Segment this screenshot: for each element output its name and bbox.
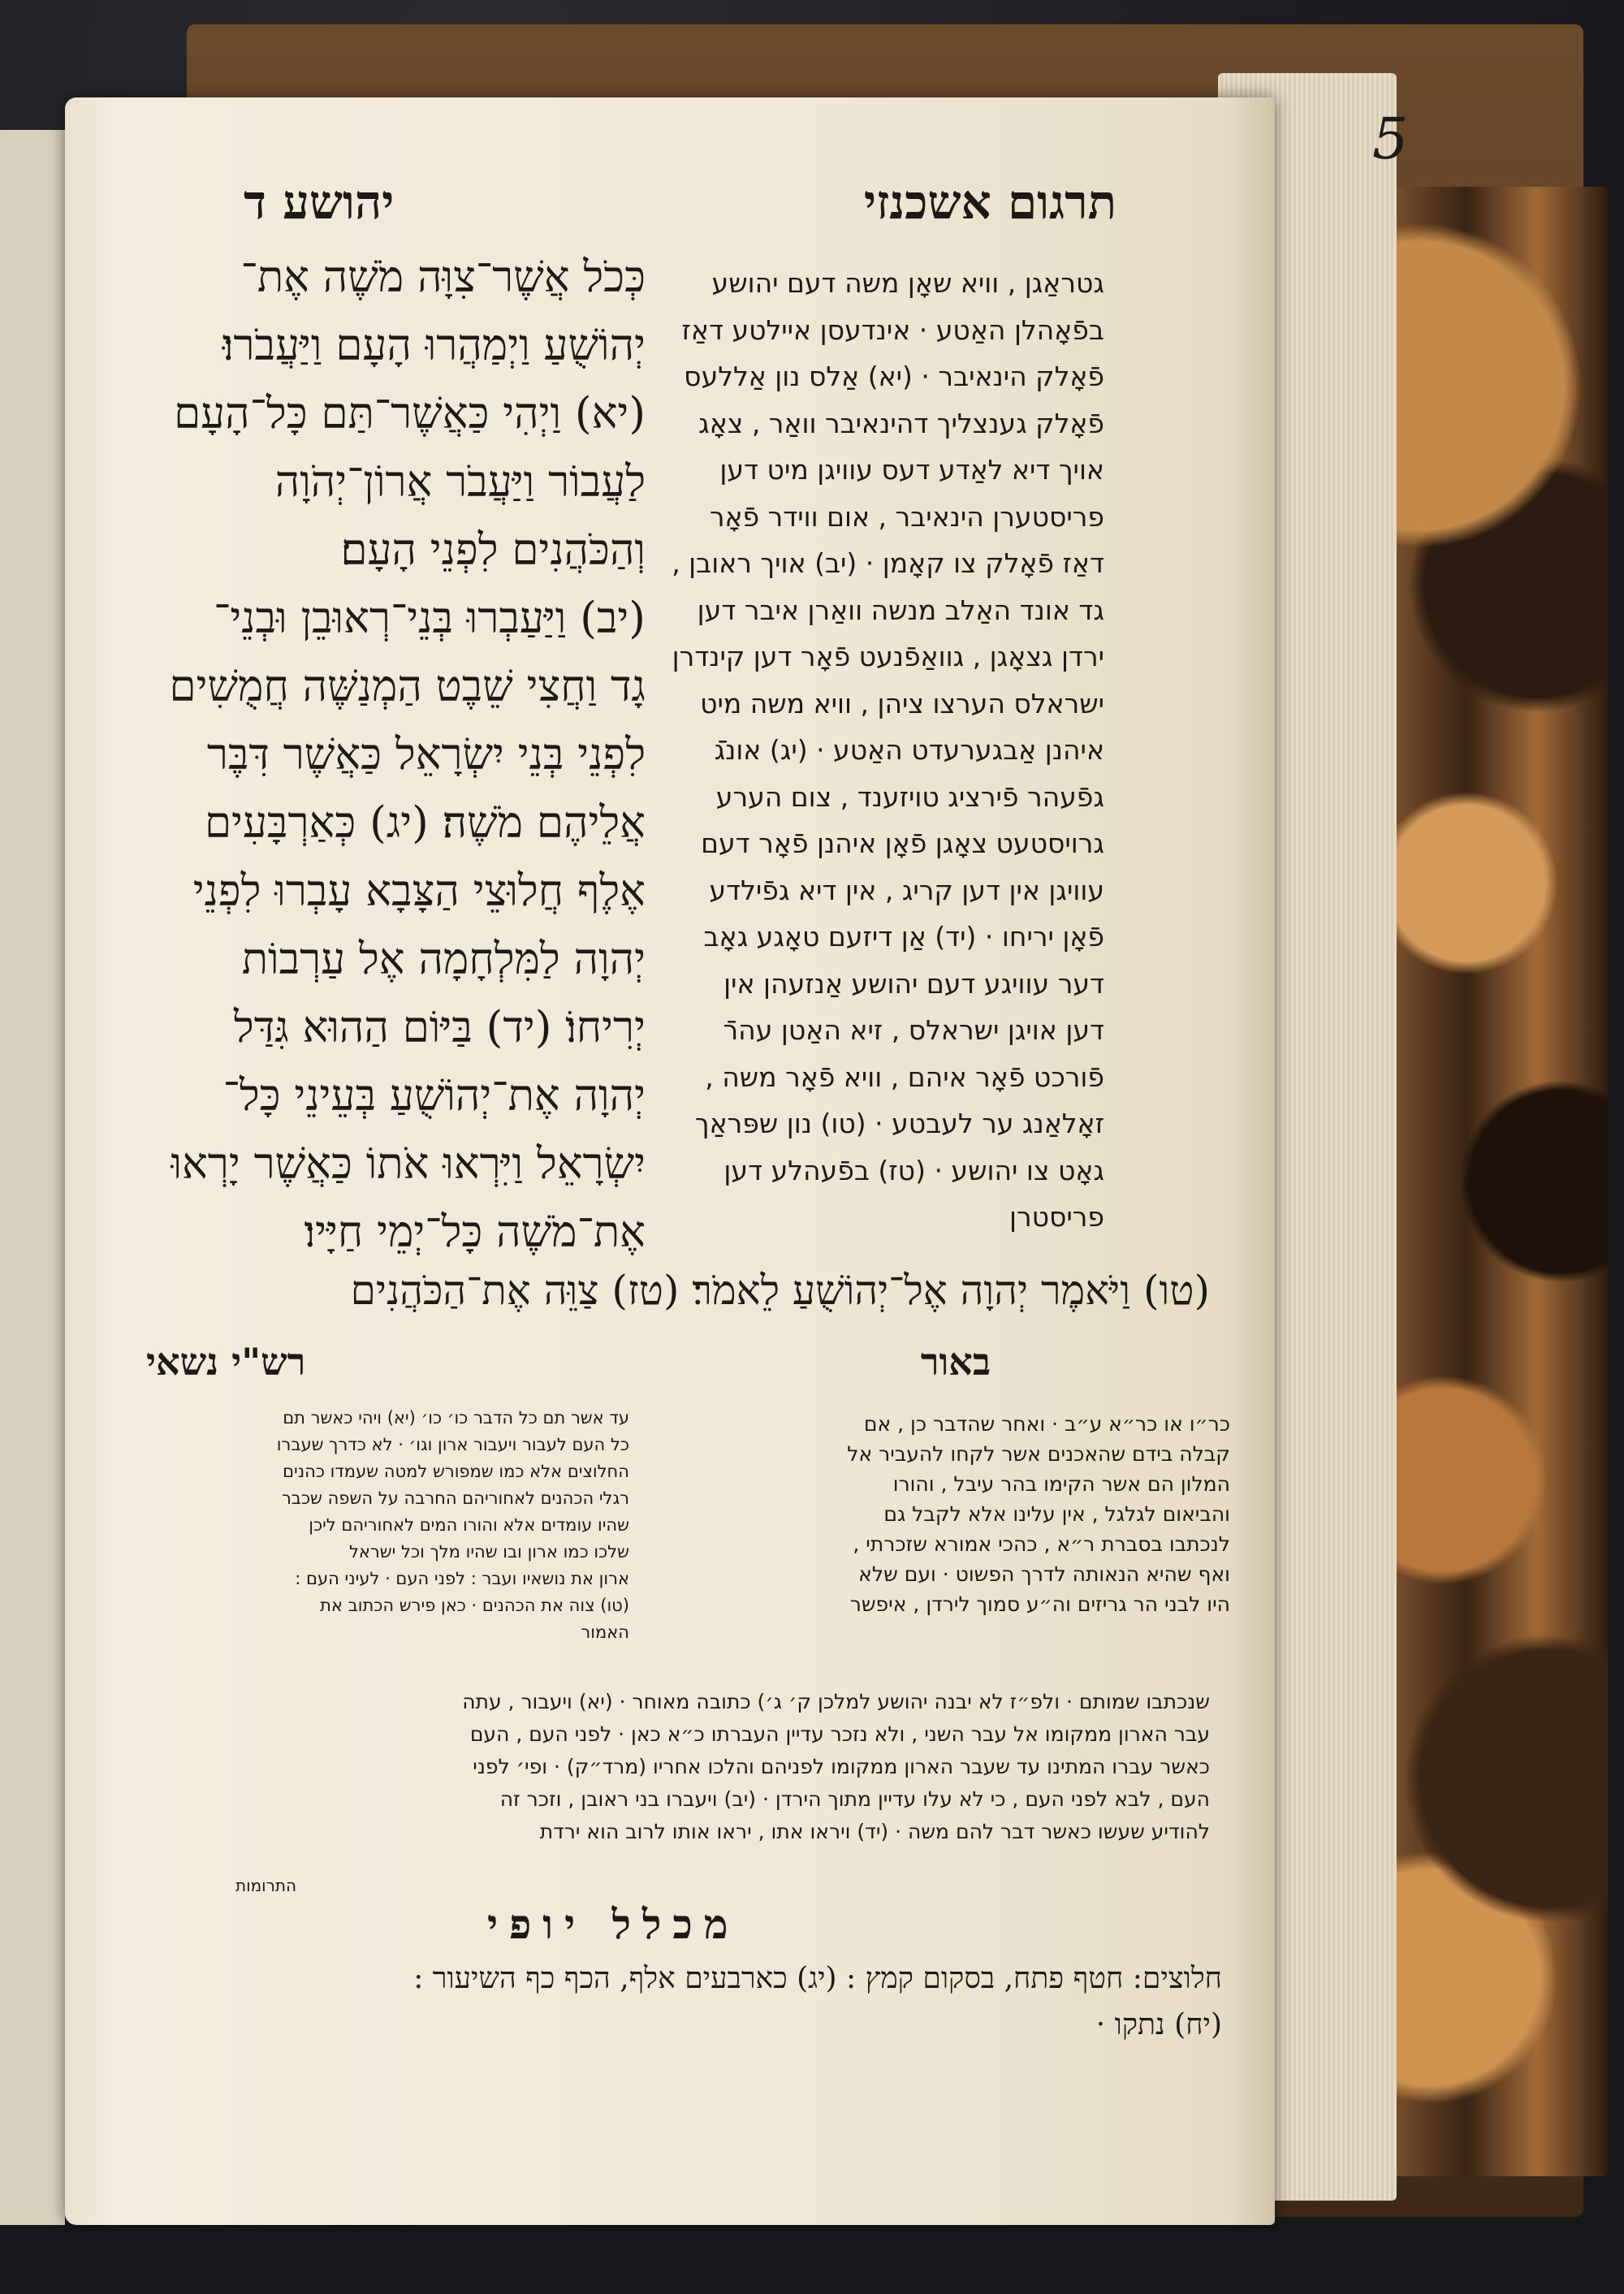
rashi-line: (טו) צוה את הכהנים · כאן פירש הכתוב את — [320, 1596, 629, 1615]
verse-line: וְהַכֹּהֲנִים לִפְנֵי הָעָם׃ — [340, 525, 646, 575]
verse-line: אֶלֶף חֲלוּצֵי הַצָּבָא עָבְרוּ לִפְנֵי — [192, 866, 646, 916]
targum-line: אויך דיא לאַדע דעס עוויגן מיט דען — [719, 454, 1104, 486]
biur-line: קבלה בידם שהאכנים אשר לקחו להעביר אל — [847, 1442, 1230, 1466]
header-book-chapter: יהושע ד — [244, 175, 395, 230]
marbled-edge — [1372, 187, 1608, 2176]
left-page-edge — [0, 130, 65, 2225]
verse-line: אֶת־מֹשֶׁה כָּל־יְמֵי חַיָּיו׃ — [304, 1207, 646, 1257]
mikhlal-line-1: חלוצים: חטף פתח, בסקום קמץ : (יג) כארבעים אלף, הכף כף השיעור : — [413, 1962, 1222, 1995]
biur-commentary-full — [89, 1686, 1210, 1848]
biur-full-line: העם , לבא לפני העם , כי לא עלו עדיין מתוך הירדן · (יב) ויעברו בני ראובן , וזכר זה — [499, 1787, 1210, 1811]
targum-line: פריסטרן — [1009, 1201, 1104, 1233]
rashi-line: ארון את נושאיו ועבר : לפני העם · לעיני העם : — [295, 1569, 629, 1588]
subhead-biur: באור — [920, 1340, 991, 1384]
targum-line: עוויגן אין דען קריג , אין דיא גפֿילדע — [709, 874, 1104, 906]
header-targum: תרגום אשכנזי — [863, 175, 1116, 230]
rashi-line: עד אשר תם כל הדבר כו׳ כו׳ (יא) ויהי כאשר תם — [283, 1408, 629, 1428]
biur-line: המלון הם אשר הקימו בהר עיבל , והורו — [892, 1472, 1230, 1496]
targum-line: בפֿאָהלן האַטע · אינדעסן איילטע דאַז — [681, 313, 1104, 346]
verse-line: לִפְנֵי בְּנֵי יִשְׂרָאֵל כַּאֲשֶׁר דִּבֶּר — [206, 730, 646, 780]
rashi-line: שלכו כמו ארון ובו שהיו מלך וכל ישראל — [348, 1542, 629, 1562]
rashi-line: החלוצים אלא כמו שמפורש למטה שעמדו כהנים — [283, 1462, 629, 1481]
biur-commentary — [670, 1409, 1230, 1619]
verse-line: יִשְׂרָאֵל וַיִּרְאוּ אֹתוֹ כַּאֲשֶׁר יָרְאוּ — [171, 1139, 646, 1189]
biur-line: לנכתבו בסברת ר״א , כהכי אמורא שזכרתי , — [853, 1532, 1230, 1556]
targum-line: זאָלאַנג ער לעבטע · (טו) נון שפּראַך — [694, 1108, 1104, 1139]
biur-full-line: להודיע שעשו כאשר דבר להם משה · (יד) ויראו אתו , יראו אותו לרוב הוא ירדת — [539, 1820, 1210, 1843]
biur-full-line: שנכתבו שמותם · ולפ״ז לא יבנה יהושע למלכן ק׳ ג׳) כתובה מאוחר · (יא) ויעבור , עתה — [462, 1690, 1210, 1713]
biur-line: והביאום לגלגל , אין עלינו אלא לקבל גם — [883, 1502, 1230, 1526]
rashi-line: שהיו עומדים אלא והורו המים לאחוריהם ליכן — [309, 1515, 629, 1535]
biur-line: היו לבני הר גריזים וה״ע סמוך לירדן , איפשר — [849, 1592, 1230, 1616]
targum-line: גרויסטעט צאָגן פֿאָן איהנן פֿאָר דעם — [701, 827, 1104, 859]
verse-column — [93, 244, 646, 1267]
subhead-rashi: רש"י נשאי — [146, 1340, 306, 1384]
targum-line: פֿאָלק הינאיבר · (יא) אַלס נון אַללעס — [684, 361, 1104, 392]
verse-line: (יא) וַיְהִי כַּאֲשֶׁר־תַּם כָּל־הָעָם — [174, 389, 646, 438]
rashi-line: רגלי הכהנים לאחוריהם החרבה על השפה שכבר — [281, 1488, 629, 1508]
targum-line: פֿאָן יריחו · (יד) אַן דיזעם טאָגע גאָב — [703, 921, 1104, 953]
verse-line: אֲלֵיהֶם מֹשֶׁה׃ (יג) כְּאַרְבָּעִים — [204, 798, 646, 848]
targum-line: ישראלס הערצו ציהן , וויא משה מיט — [700, 687, 1104, 719]
verse-line: כְּכֹל אֲשֶׁר־צִוָּה מֹשֶׁה אֶת־ — [240, 253, 646, 302]
targum-line: גפֿעהר פֿירציג טויזענד , צום הערע — [715, 780, 1104, 813]
biur-full-line: כאשר עברו המתינו עד שעבר הארון ממקומו לפניהם והלכו אחריו (מרד״ק) · ופי׳ לפני — [473, 1755, 1210, 1778]
targum-line: פֿורכט פֿאָר איהם , וויא פֿאָר משה , — [705, 1061, 1104, 1093]
targum-line: ירדן גצאָגן , גוואַפֿנעט פֿאָר דען קינדרן — [672, 641, 1104, 672]
targum-line: פֿאָלק גענצליך דהינאיבר וואַר , צאָג — [698, 407, 1104, 439]
rashi-line: האמור — [581, 1622, 629, 1642]
verse-line: יְהוֹשֻׁעַ וַיְמַהֲרוּ הָעָם וַיַּעֲבֹרוּ׃ — [222, 321, 646, 370]
verse-line: (יב) וַיַּעַבְרוּ בְּנֵי־רְאוּבֵן וּבְנֵי־ — [214, 594, 646, 643]
verse-line: יְרִיחוֹ׃ (יד) בַּיּוֹם הַהוּא גִּדַּל — [233, 1003, 646, 1052]
verse-full-line: (טו) וַיֹּאמֶר יְהוָה אֶל־יְהוֹשֻׁעַ לֵאמֹר׃ (טז) צַוֵּה אֶת־הַכֹּהֲנִים — [350, 1267, 1210, 1314]
targum-line: גטראַגן , וויא שאָן משה דעם יהושע — [711, 267, 1104, 299]
targum-line: דען אויגן ישראלס , זיא האַטן עהרֿ — [723, 1014, 1104, 1046]
catchword: התרומות — [235, 1876, 297, 1895]
biur-line: ואף שהיא הנאותה לדרך הפשוט · ועם שלא — [858, 1562, 1230, 1586]
mikhlal-yofi-title: מכלל יופי — [487, 1900, 740, 1948]
targum-line: גאָט צו יהושע · (טז) בפֿעהלע דען — [723, 1154, 1104, 1186]
targum-line: דער עוויגע דעם יהושע אַנזעהן אין — [723, 967, 1104, 1000]
verse-line: לַעֲבוֹר וַיַּעֲבֹר אֲרוֹן־יְהֹוָה — [274, 457, 646, 507]
page-number: 5 — [1372, 106, 1409, 172]
targum-line: פריסטערן הינאיבר , אום ווידר פֿאָר — [709, 500, 1104, 533]
mikhlal-line-2: (יח) נתקו · — [1095, 2008, 1222, 2041]
biur-line: כר״ו או כר״א ע״ב · ואחר שהדבר כן , אם — [863, 1412, 1230, 1436]
targum-line: דאַז פֿאָלק צו קאָמן · (יב) אויך ראובן , — [672, 547, 1104, 579]
verse-line: יְהוָה אֶת־יְהוֹשֻׁעַ בְּעֵינֵי כָּל־ — [222, 1071, 646, 1121]
rashi-line: כל העם לעבור ויעבור ארון וגו׳ · לא כדרך שעברו — [276, 1435, 629, 1454]
verse-line: גָד וַחֲצִי שֵׁבֶט הַמְנַשֶּׁה חֲמֻשִׁים — [169, 662, 646, 711]
biur-full-line: עבר הארון ממקומו אל עבר השני , ולא נזכר עדיין העברתו כ״א כאן · לפני העם , העם — [469, 1722, 1210, 1746]
targum-line: איהנן אַבגערעדט האַטע · (יג) אונגֿ — [714, 734, 1104, 766]
verse-line: יְהוָה לַמִּלְחָמָה אֶל עַרְבוֹת — [241, 935, 646, 984]
rashi-commentary — [85, 1405, 629, 1646]
targum-line: גד אונד האַלב מנשה וואַרן איבר דען — [697, 594, 1104, 626]
